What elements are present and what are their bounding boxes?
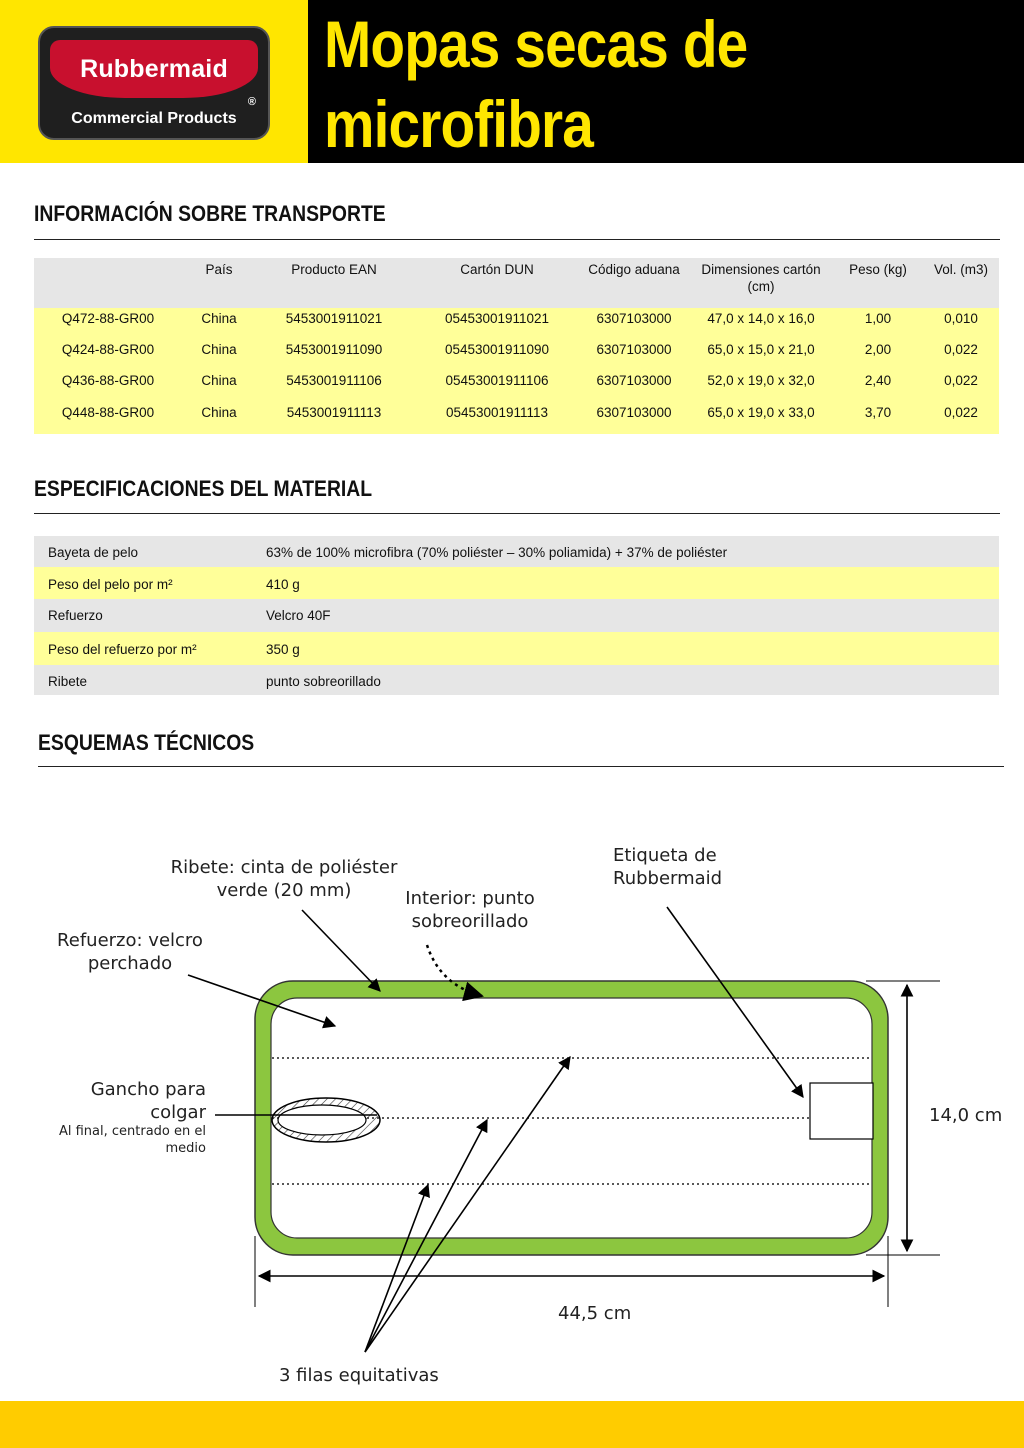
table-cell-dun: 05453001911021 (444, 311, 550, 326)
material-value: 63% de 100% microfibra (70% poliéster – 30% poliamida) + 37% de poliéster (266, 545, 728, 560)
table-cell-country: China (201, 342, 237, 357)
table-cell-code: Q448-88-GR00 (61, 405, 155, 420)
ribete-label (150, 856, 418, 902)
material-value: 410 g (266, 577, 300, 592)
material-divider (34, 513, 1000, 514)
etiqueta-label (613, 844, 773, 890)
table-cell-weight: 2,40 (864, 373, 892, 388)
material-row (34, 665, 999, 695)
interior-label-line-1: Interior: punto (405, 888, 535, 909)
table-cell-dun: 05453001911090 (444, 342, 550, 357)
etiqueta-label-line-1: Etiqueta de (613, 845, 717, 866)
gancho-note-line-2: medio (165, 1141, 206, 1156)
material-value: punto sobreorillado (266, 674, 381, 689)
transport-divider (34, 239, 1000, 240)
interior-label-line-2: sobreorillado (411, 911, 529, 932)
col-header-country: País (205, 262, 233, 277)
width-dimension-label: 44,5 cm (558, 1303, 632, 1324)
etiqueta-label-line-2: Rubbermaid (613, 868, 723, 889)
rubbermaid-logo (38, 26, 270, 140)
table-cell-code: Q424-88-GR00 (61, 342, 155, 357)
material-row (34, 599, 999, 632)
gancho-label-line-2: colgar (150, 1102, 206, 1123)
col-header-dimensions: Dimensiones cartón (cm) (701, 262, 821, 294)
material-section-title: ESPECIFICACIONES DEL MATERIAL (34, 476, 373, 501)
table-cell-country: China (201, 373, 237, 388)
rubbermaid-label-box (810, 1083, 873, 1139)
arrow-ribete (302, 910, 380, 991)
title-line-2: microfibra (324, 87, 593, 161)
table-cell-weight: 2,00 (864, 342, 892, 357)
table-cell-ean: 5453001911090 (285, 342, 383, 357)
refuerzo-label-line-2: perchado (87, 953, 173, 974)
material-row (34, 567, 999, 599)
table-cell-dimensions: 65,0 x 15,0 x 21,0 (707, 342, 815, 357)
table-cell-dimensions: 65,0 x 19,0 x 33,0 (707, 405, 815, 420)
schemes-divider (38, 766, 1004, 767)
table-cell-volume: 0,022 (944, 405, 978, 420)
col-header-volume: Vol. (m3) (933, 262, 988, 277)
table-cell-dun: 05453001911106 (445, 373, 549, 388)
material-label: Peso del pelo por m² (48, 577, 173, 592)
table-cell-code: Q436-88-GR00 (61, 373, 155, 388)
table-cell-dimensions: 52,0 x 19,0 x 32,0 (707, 373, 815, 388)
table-cell-ean: 5453001911021 (285, 311, 383, 326)
material-label: Bayeta de pelo (48, 545, 139, 560)
rows-label: 3 filas equitativas (279, 1365, 439, 1386)
table-cell-weight: 1,00 (864, 311, 892, 326)
refuerzo-label-line-1: Refuerzo: velcro (57, 930, 203, 951)
logo-brand-text: Rubbermaid (80, 54, 228, 83)
refuerzo-label (40, 929, 220, 975)
table-cell-code: Q472-88-GR00 (61, 311, 155, 326)
col-header-dun: Cartón DUN (460, 262, 534, 277)
table-cell-volume: 0,022 (944, 373, 978, 388)
table-cell-customs: 6307103000 (596, 311, 672, 326)
gancho-note-line-1: Al final, centrado en el (58, 1124, 206, 1139)
table-cell-customs: 6307103000 (596, 342, 672, 357)
interior-label (392, 887, 548, 933)
logo-red-badge (50, 40, 258, 98)
gancho-label (30, 1078, 206, 1124)
col-header-ean: Producto EAN (291, 262, 377, 277)
transport-section-title: INFORMACIÓN SOBRE TRANSPORTE (34, 201, 386, 226)
col-header-weight: Peso (kg) (849, 262, 907, 277)
title-line-1: Mopas secas de (324, 7, 748, 81)
gancho-label-line-1: Gancho para (90, 1079, 206, 1100)
table-cell-dimensions: 47,0 x 14,0 x 16,0 (707, 311, 815, 326)
document-title (324, 4, 917, 164)
footer-bar (0, 1401, 1024, 1448)
gancho-note (30, 1123, 206, 1157)
table-cell-ean: 5453001911106 (286, 373, 382, 388)
material-label: Ribete (48, 674, 88, 689)
table-cell-dun: 05453001911113 (445, 405, 549, 420)
logo-subtitle: Commercial Products (71, 110, 237, 127)
ribete-label-line-1: Ribete: cinta de poliéster (170, 857, 398, 878)
table-cell-customs: 6307103000 (596, 405, 672, 420)
hanging-loop-hole (278, 1105, 366, 1135)
material-value: 350 g (266, 642, 300, 657)
table-cell-volume: 0,022 (944, 342, 978, 357)
col-header-customs: Código aduana (588, 262, 680, 277)
material-value: Velcro 40F (266, 608, 331, 623)
table-cell-customs: 6307103000 (596, 373, 672, 388)
schemes-section-title: ESQUEMAS TÉCNICOS (38, 730, 255, 755)
table-cell-country: China (201, 311, 237, 326)
height-dimension-label: 14,0 cm (929, 1105, 1003, 1126)
table-cell-ean: 5453001911113 (286, 405, 382, 420)
material-label: Refuerzo (48, 608, 103, 623)
material-label: Peso del refuerzo por m² (48, 642, 197, 657)
table-cell-weight: 3,70 (864, 405, 892, 420)
logo-registered-mark: ® (247, 96, 256, 108)
ribete-label-line-2: verde (20 mm) (216, 880, 352, 901)
table-cell-volume: 0,010 (944, 311, 978, 326)
table-cell-country: China (201, 405, 237, 420)
